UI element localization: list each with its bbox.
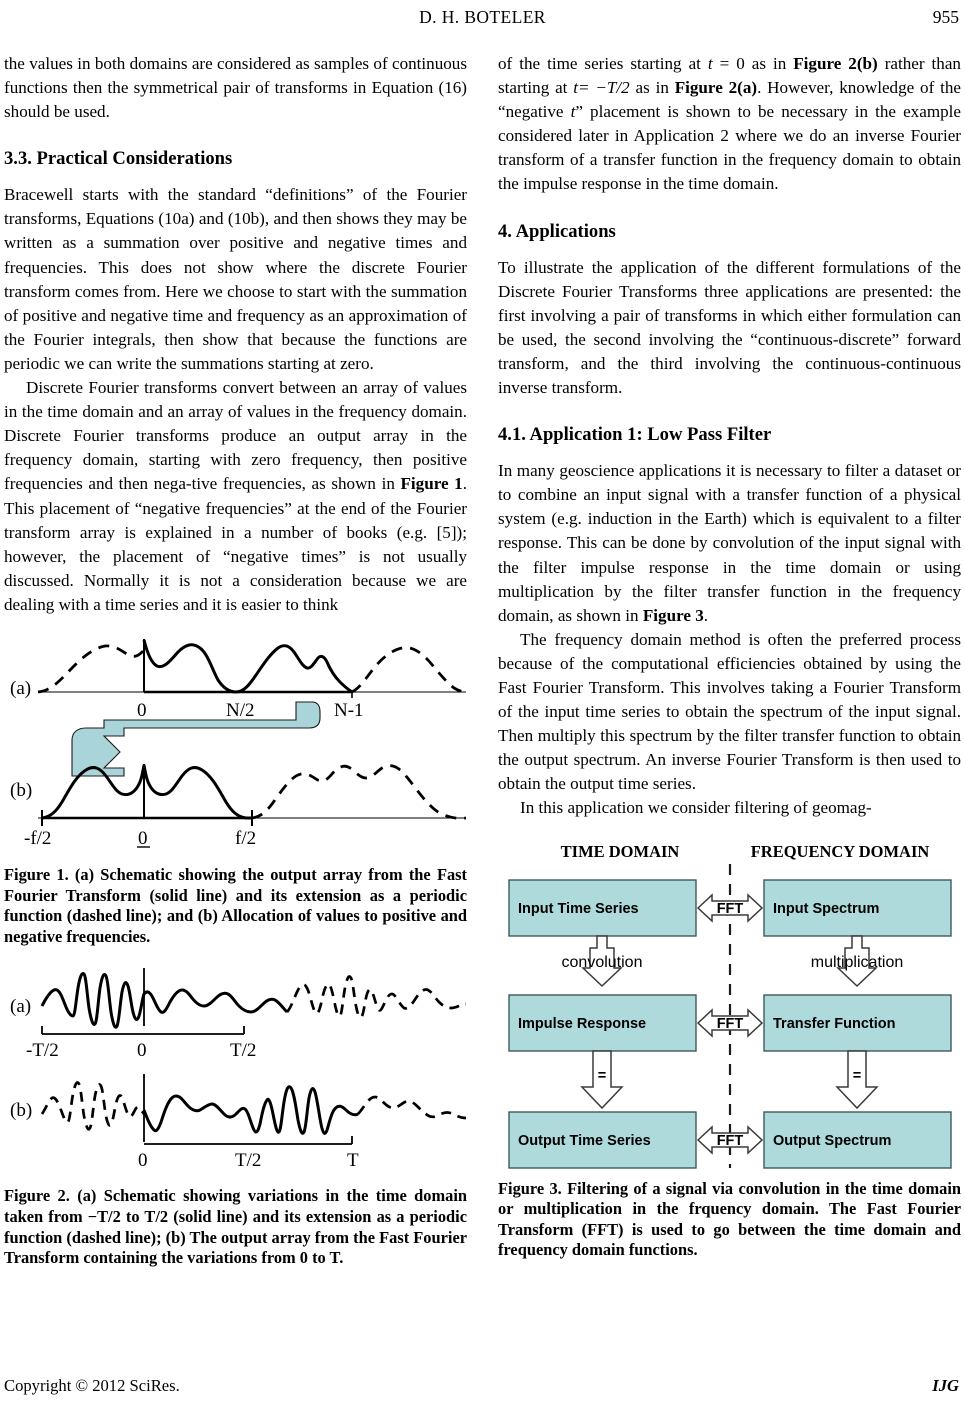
figure3-fft-label-2: FFT [716,1015,744,1032]
math-t-3: t [570,102,576,122]
figure-1-caption: Figure 1. (a) Schematic showing the output array from the Fast Fourier Transform (solid line) and its extension as a periodic function (dashed line); and (b) Allocation of values to positive and negative frequencies. [4,864,467,946]
math-t-1: t [707,54,713,73]
figure2-b-solid-curve [144,1087,358,1134]
figure1-a-tick-label-nover2: N/2 [226,699,255,721]
heading-practical-considerations: 3.3. Practical Considerations [4,148,233,170]
tstart-text-4: as in [629,78,675,98]
heading-applications: 4. Applications [498,220,616,242]
math-minus-t-over-2: = −T/2 [578,78,630,98]
figure3-label-input-spectrum: Input Spectrum [773,900,880,917]
figure2-b-dashed-right [358,1097,466,1118]
figure-1 [4,636,467,947]
figure1-a-tick-label-0: 0 [137,699,147,721]
figure1-b-tick-label-0: 0 [138,827,148,849]
paragraph-bracewell: Bracewell starts with the standard “definitions” of the Fourier transforms, Equations (10a) and (10b), and then shows they may be written as a summation over positive and negative times and frequencies. This does not show where the discrete Fourier transform comes from. Here we choose to start with the summation of positive and negative time and frequency as an approximation of the Fourier integrals, then show that because the functions are periodic we can write the summations starting at zero. [4,185,467,373]
figure2-b-tick-label-tover2: T/2 [235,1150,262,1172]
figure3-label-input-time-series: Input Time Series [518,900,639,917]
paragraph-discrete-transforms [4,376,467,617]
figure2-a-dashed-curve [287,977,466,1018]
figure3-label-output-spectrum: Output Spectrum [773,1132,892,1149]
page-footer [4,1376,959,1398]
figure3-label-convolution: convolution [561,953,643,971]
paragraph-application-intro: In this application we consider filtering of geomag- [520,798,872,818]
tstart-text-3: rather than starting at [498,54,961,98]
figure2-a-tick-label-negtover2: -T/2 [26,1040,59,1062]
left-column [4,52,467,1269]
figure1-b-tick-label-fover2: f/2 [235,827,257,849]
figure2-a-tick-label-0: 0 [137,1040,147,1062]
geoscience-text-1: In many geoscience applications it is necessary to filter a dataset or to combine an input signal with a transfer function of a physical system (e.g. induction in the Earth) which is equivalent to a filter response. This can be done by convolution of the input signal with the filter impulse response in the time domain or using multiplication by the filter transfer function in the frequency domain, as shown in [498,461,961,625]
tstart-text-1: of the time series starting at [498,54,708,73]
discrete-text-part-1: Discrete Fourier transforms convert between an array of values in the time domain and an array of values in the frequency domain. Discrete Fourier transforms produce an output array in the frequency domain, starting with zero frequency, then positive frequencies and then nega-tive frequencies, as shown in [4,378,467,494]
figure-2-graphic [4,964,467,1179]
figure-3-caption: Figure 3. Filtering of a signal via convolution in the time domain or multiplication in the frquency domain. The Fast Fourier Transform (FFT) is used to go between the time domain and frequency domain functions. [498,1178,961,1260]
figure2-b-tick-label-t: T [347,1150,359,1172]
figure3-label-impulse-response: Impulse Response [518,1015,647,1032]
figure3-label-equals-left: = [597,1067,607,1084]
running-head-author: D. H. BOTELER [419,6,546,27]
figure2-panel-a-label: (a) [10,996,32,1018]
figure2-panel-b-label: (b) [10,1100,33,1122]
running-head [0,0,965,34]
figure3-fft-label-3: FFT [716,1132,744,1149]
figure1-a-dashed-left [38,646,144,692]
figure3-label-transfer-function: Transfer Function [773,1015,896,1032]
figure1-a-dashed-right [352,648,466,692]
figure3-header-frequency-domain: FREQUENCY DOMAIN [750,841,930,861]
heading-application-1: 4.1. Application 1: Low Pass Filter [498,424,772,446]
right-column [498,52,961,1261]
tstart-text-6: ” placement is shown to be necessary in the example considered later in Application 2 where we do an inverse Fourier transform of a transfer function in the frequency domain to obtain the impulse response in the time domain. [498,102,961,194]
paragraph-frequency-domain-method: The frequency domain method is often the preferred process because of the computational efficiencies obtained by using the Fast Fourier Transform. This involves taking a Fourier Transform of the input time series to obtain the spectrum of the input signal. Then multiply this spectrum by the filter transfer function to obtain the output spectrum. An inverse Fourier Transform is then used to obtain the output time series. [498,629,961,794]
figure1-a-solid-curve [144,640,352,692]
figure3-header-time-domain: TIME DOMAIN [560,841,680,861]
paragraph-continued: the values in both domains are considered as samples of continuous functions then the symmetrical pair of transforms in Equation (16) should be used. [4,54,467,122]
geoscience-text-2: . [703,605,709,625]
journal-abbreviation: IJG [932,1376,959,1395]
math-t-2: t [573,78,578,98]
figure-2-caption: Figure 2. (a) Schematic showing variations in the time domain taken from −T/2 to T/2 (solid line) and its extension as a periodic function (dashed line); (b) The output array from the Fast Fourier Transform containing the variations from 0 to T. [4,1186,467,1268]
page-number: 955 [932,6,959,27]
figure-1-graphic [4,636,467,858]
figure2-b-dashed-left [42,1083,144,1130]
figure-3 [498,840,961,1261]
figure-2 [4,964,467,1268]
paragraph-timeseries-start [498,52,961,197]
figure3-label-equals-right: = [852,1067,862,1084]
figure1-a-tick-label-nminus1: N-1 [334,699,364,721]
paragraph-geoscience [498,459,961,628]
figure1-panel-a-label: (a) [10,677,32,699]
copyright-notice: Copyright © 2012 SciRes. [4,1376,180,1395]
figure2-a-tick-label-tover2: T/2 [230,1040,257,1062]
figure2-b-tick-label-0: 0 [138,1150,148,1172]
figure2-a-solid-curve [42,974,287,1028]
figure1-b-dashed-curve [252,766,466,819]
figure2a-reference: Figure 2(a) [674,78,758,98]
figure3-label-multiplication: multiplication [810,953,904,971]
figure1-b-tick-label-negfover2: -f/2 [24,827,52,849]
paragraph-illustrate: To illustrate the application of the different formulations of the Discrete Fourier Transforms three applications are presented: the first involving a pair of transforms in which either formulation can be used, the second involving the “continuous-discrete” forward transform, and the third involving the continuous-continuous inverse transform. [498,257,961,398]
figure3-fft-label-1: FFT [716,900,744,917]
tstart-text-2: = 0 as in [712,54,794,73]
figure1-reference: Figure 1 [400,474,463,494]
discrete-text-part-2: . This placement of “negative frequencies” at the end of the Fourier transform array is explained in a number of books (e.g. [5]); however, the placement of “negative times” is not usually discussed. Normally it is not a consideration because we are dealing with a time series and it is easier to think [4,474,468,614]
figure1-panel-b-label: (b) [10,779,33,801]
figure-3-graphic [498,840,961,1172]
tstart-text-5: . However, knowledge of the “negative [498,78,961,122]
figure1-transfer-arrow [72,699,320,776]
figure2b-reference: Figure 2(b) [793,54,878,73]
figure3-reference: Figure 3 [642,605,704,625]
figure3-label-output-time-series: Output Time Series [518,1132,651,1149]
